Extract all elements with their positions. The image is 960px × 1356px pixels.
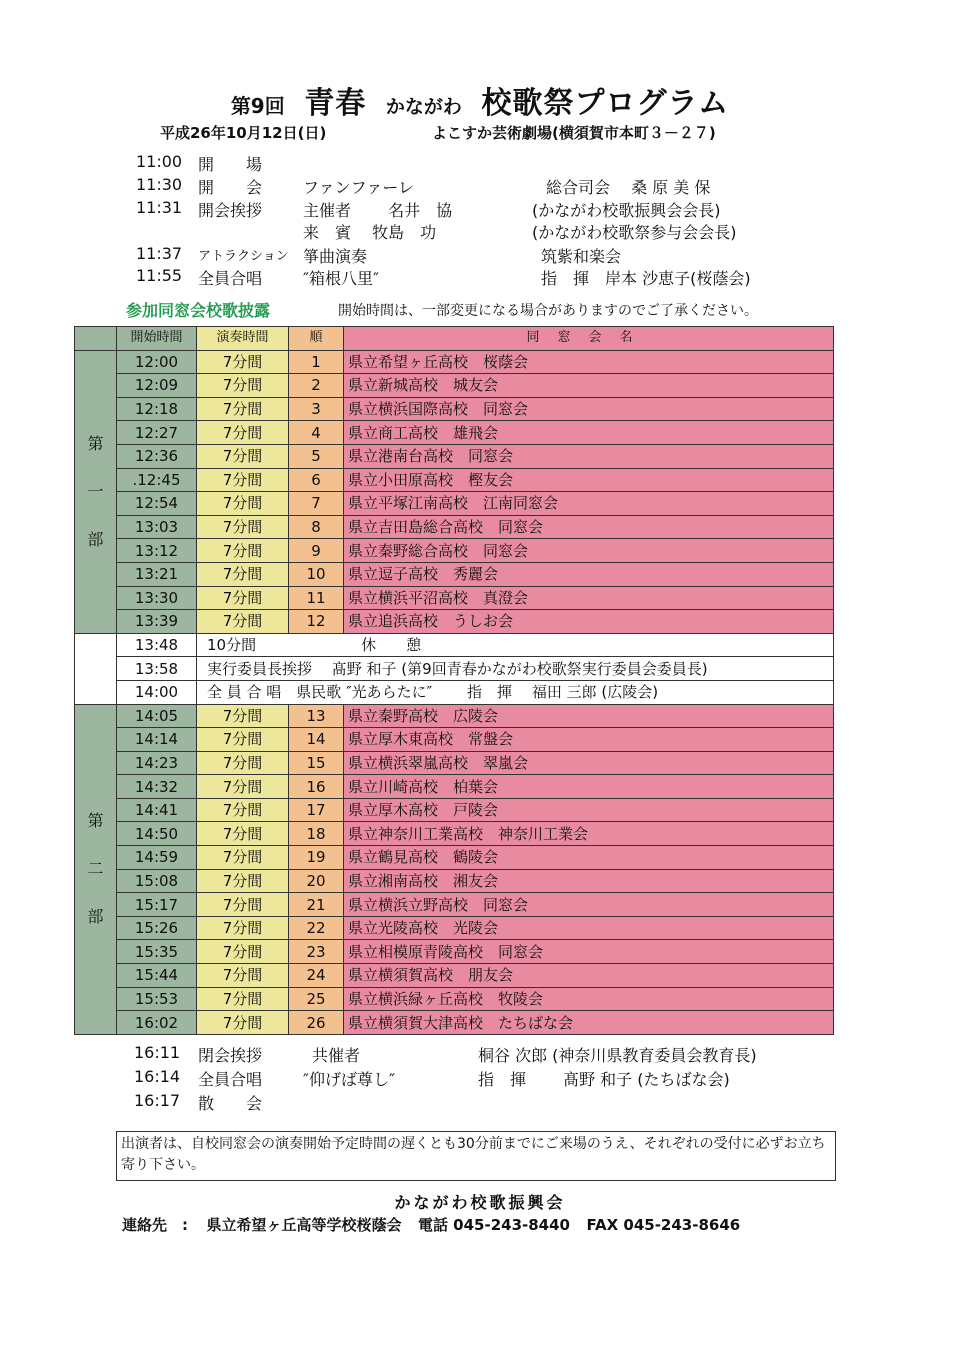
alumni-name: 県立川崎高校 柏葉会 [344, 775, 834, 799]
alumni-name: 県立横浜緑ヶ丘高校 牧陵会 [344, 987, 834, 1011]
order-number: 5 [289, 444, 344, 468]
order-number: 6 [289, 468, 344, 492]
alumni-name: 県立平塚江南高校 江南同窓会 [344, 492, 834, 516]
opening-time: 11:00 [136, 152, 183, 171]
table-row [75, 940, 834, 964]
alumni-name: 県立秦野総合高校 同窓会 [344, 539, 834, 563]
start-time: 12:09 [117, 374, 197, 398]
intermission-text: 実行委員長挨拶 髙野 和子 (第9回青春かながわ校歌祭実行委員会委員長) [197, 657, 834, 681]
start-time: 14:50 [117, 822, 197, 846]
duration: 7分間 [197, 539, 289, 563]
start-time: 14:00 [117, 680, 197, 704]
organizer: かながわ校歌振興会 [394, 1193, 566, 1212]
order-number: 26 [289, 1011, 344, 1035]
duration: 7分間 [197, 964, 289, 988]
table-row [75, 987, 834, 1011]
duration: 7分間 [197, 987, 289, 1011]
table-row [75, 421, 834, 445]
duration: 7分間 [197, 397, 289, 421]
contact-line [122, 1214, 740, 1235]
table-row [75, 822, 834, 846]
duration: 7分間 [197, 610, 289, 634]
closing-detail: 共催者 [312, 1046, 361, 1065]
header-duration: 演奏時間 [197, 327, 289, 351]
order-number: 12 [289, 610, 344, 634]
table-row [75, 397, 834, 421]
table-row [75, 916, 834, 940]
duration: 7分間 [197, 444, 289, 468]
start-time: 15:26 [117, 916, 197, 940]
start-time: 15:17 [117, 893, 197, 917]
table-row [75, 539, 834, 563]
start-time: .12:45 [117, 468, 197, 492]
order-number: 16 [289, 775, 344, 799]
duration: 7分間 [197, 869, 289, 893]
order-number: 10 [289, 562, 344, 586]
alumni-name: 県立小田原高校 樫友会 [344, 468, 834, 492]
order-number: 23 [289, 940, 344, 964]
start-time: 13:12 [117, 539, 197, 563]
start-time: 15:35 [117, 940, 197, 964]
duration: 7分間 [197, 775, 289, 799]
start-time: 14:14 [117, 728, 197, 752]
table-row [75, 350, 834, 374]
event-venue: よこすか芸術劇場(横須賀市本町３－２７) [432, 124, 716, 142]
duration: 7分間 [197, 728, 289, 752]
opening-time: 11:30 [136, 175, 183, 194]
alumni-name: 県立横浜平沼高校 真澄会 [344, 586, 834, 610]
opening-person: 指 揮 岸本 沙恵子(桜蔭会) [541, 269, 751, 288]
alumni-name: 県立相模原青陵高校 同窓会 [344, 940, 834, 964]
contact-phone: 電話 045-243-8440 [417, 1216, 570, 1234]
duration: 7分間 [197, 350, 289, 374]
opening-time: 11:31 [136, 198, 183, 217]
intermission-text: 全 員 合 唱 県民歌 ″光あらたに″ 指 揮 福田 三郎 (広陵会) [197, 680, 834, 704]
part-label: 第 二 部 [75, 704, 117, 1034]
alumni-name: 県立希望ヶ丘高校 桜蔭会 [344, 350, 834, 374]
duration: 7分間 [197, 421, 289, 445]
event-date: 平成26年10月12日(日) [160, 124, 327, 142]
opening-time: 11:37 [136, 244, 183, 263]
start-time: 14:59 [117, 846, 197, 870]
opening-event: 全員合唱 [198, 269, 263, 288]
alumni-name: 県立鶴見高校 鶴陵会 [344, 846, 834, 870]
closing-person: 指 揮 髙野 和子 (たちばな会) [478, 1070, 730, 1089]
start-time: 14:05 [117, 704, 197, 728]
duration: 7分間 [197, 822, 289, 846]
order-number: 18 [289, 822, 344, 846]
title-edition: 第9回 [230, 94, 285, 118]
alumni-name: 県立横浜翠嵐高校 翠嵐会 [344, 751, 834, 775]
closing-person: 桐谷 次郎 (神奈川県教育委員会教育長) [478, 1046, 757, 1065]
opening-detail: ファンファーレ [303, 178, 415, 197]
section-title: 参加同窓会校歌披露 [126, 301, 271, 320]
table-row [75, 751, 834, 775]
table-row [75, 798, 834, 822]
contact-label: 連絡先 : [122, 1216, 188, 1234]
table-row [75, 515, 834, 539]
intermission-text: 10分間 休 憩 [197, 633, 834, 657]
intermission-spacer [75, 633, 117, 704]
alumni-name: 県立光陵高校 光陵会 [344, 916, 834, 940]
table-row [75, 775, 834, 799]
start-time: 12:27 [117, 421, 197, 445]
order-number: 21 [289, 893, 344, 917]
start-time: 12:00 [117, 350, 197, 374]
table-row [75, 468, 834, 492]
opening-person: 総合司会 桑 原 美 保 [546, 178, 711, 197]
table-row [75, 492, 834, 516]
start-time: 13:48 [117, 633, 197, 657]
duration: 7分間 [197, 751, 289, 775]
start-time: 12:36 [117, 444, 197, 468]
start-time: 13:03 [117, 515, 197, 539]
table-row [75, 444, 834, 468]
start-time: 14:23 [117, 751, 197, 775]
duration: 7分間 [197, 562, 289, 586]
title-main: 青春 [304, 86, 367, 121]
opening-detail: 箏曲演奏 [303, 247, 368, 266]
alumni-name: 県立横須賀大津高校 たちばな会 [344, 1011, 834, 1035]
intermission-row [75, 633, 834, 657]
order-number: 8 [289, 515, 344, 539]
alumni-name: 県立横浜立野高校 同窓会 [344, 893, 834, 917]
opening-person: (かながわ校歌振興会会長) [532, 201, 721, 220]
order-number: 22 [289, 916, 344, 940]
opening-person: (かながわ校歌祭参与会会長) [532, 223, 737, 242]
closing-detail: ″仰げば尊し″ [303, 1070, 395, 1089]
table-header-row [75, 327, 834, 351]
order-number: 4 [289, 421, 344, 445]
start-time: 15:44 [117, 964, 197, 988]
order-number: 19 [289, 846, 344, 870]
section-note: 開始時間は、一部変更になる場合がありますのでご了承ください。 [338, 303, 758, 319]
order-number: 17 [289, 798, 344, 822]
contact-fax: FAX 045-243-8646 [586, 1216, 741, 1234]
start-time: 16:02 [117, 1011, 197, 1035]
intermission-row [75, 657, 834, 681]
table-row [75, 728, 834, 752]
alumni-name: 県立逗子高校 秀麗会 [344, 562, 834, 586]
opening-event: 開 場 [198, 155, 263, 174]
start-time: 12:54 [117, 492, 197, 516]
alumni-name: 県立湘南高校 湘友会 [344, 869, 834, 893]
alumni-name: 県立神奈川工業高校 神奈川工業会 [344, 822, 834, 846]
order-number: 3 [289, 397, 344, 421]
order-number: 2 [289, 374, 344, 398]
order-number: 14 [289, 728, 344, 752]
intermission-row [75, 680, 834, 704]
contact-school: 県立希望ヶ丘高等学校桜蔭会 [206, 1216, 402, 1234]
header-start: 開始時間 [117, 327, 197, 351]
duration: 7分間 [197, 940, 289, 964]
closing-event: 散 会 [198, 1094, 263, 1113]
closing-time: 16:17 [134, 1091, 181, 1110]
duration: 7分間 [197, 586, 289, 610]
closing-event: 閉会挨拶 [198, 1046, 263, 1065]
opening-event: 開 会 [198, 178, 263, 197]
alumni-name: 県立商工高校 雄飛会 [344, 421, 834, 445]
start-time: 14:41 [117, 798, 197, 822]
duration: 7分間 [197, 893, 289, 917]
performer-notice: 出演者は、自校同窓会の演奏開始予定時間の遅くとも30分前までにご来場のうえ、それぞれの受付に必ずお立ち寄り下さい。 [116, 1131, 836, 1181]
order-number: 1 [289, 350, 344, 374]
alumni-name: 県立厚木東高校 常盤会 [344, 728, 834, 752]
header-name: 同窓会名 [344, 327, 834, 351]
table-row [75, 704, 834, 728]
start-time: 14:32 [117, 775, 197, 799]
order-number: 9 [289, 539, 344, 563]
table-row [75, 562, 834, 586]
duration: 7分間 [197, 515, 289, 539]
table-row [75, 374, 834, 398]
performance-table [74, 326, 834, 1035]
start-time: 13:30 [117, 586, 197, 610]
start-time: 13:58 [117, 657, 197, 681]
alumni-name: 県立新城高校 城友会 [344, 374, 834, 398]
closing-time: 16:11 [134, 1043, 181, 1062]
header-corner [75, 327, 117, 351]
order-number: 20 [289, 869, 344, 893]
order-number: 11 [289, 586, 344, 610]
part-label: 第 一 部 [75, 350, 117, 633]
duration: 7分間 [197, 492, 289, 516]
alumni-name: 県立厚木高校 戸陵会 [344, 798, 834, 822]
start-time: 15:53 [117, 987, 197, 1011]
closing-event: 全員合唱 [198, 1070, 263, 1089]
duration: 7分間 [197, 916, 289, 940]
table-row [75, 893, 834, 917]
alumni-name: 県立横須賀高校 朋友会 [344, 964, 834, 988]
order-number: 24 [289, 964, 344, 988]
table-row [75, 586, 834, 610]
start-time: 15:08 [117, 869, 197, 893]
duration: 7分間 [197, 846, 289, 870]
program-title [0, 78, 960, 122]
opening-event: 開会挨拶 [198, 201, 263, 220]
start-time: 13:39 [117, 610, 197, 634]
opening-detail: ″箱根八里″ [303, 269, 379, 288]
table-row [75, 869, 834, 893]
duration: 7分間 [197, 1011, 289, 1035]
opening-event: アトラクション [198, 249, 289, 264]
alumni-name: 県立吉田島総合高校 同窓会 [344, 515, 834, 539]
start-time: 13:21 [117, 562, 197, 586]
opening-time: 11:55 [136, 266, 183, 285]
alumni-name: 県立秦野高校 広陵会 [344, 704, 834, 728]
table-row [75, 1011, 834, 1035]
table-row [75, 964, 834, 988]
opening-detail: 主催者 名井 協 [303, 201, 453, 220]
order-number: 25 [289, 987, 344, 1011]
alumni-name: 県立港南台高校 同窓会 [344, 444, 834, 468]
opening-person: 筑紫和楽会 [541, 247, 622, 266]
title-tail: 校歌祭プログラム [481, 86, 730, 121]
order-number: 7 [289, 492, 344, 516]
order-number: 15 [289, 751, 344, 775]
opening-detail: 来 賓 牧島 功 [303, 223, 437, 242]
header-order: 順 [289, 327, 344, 351]
start-time: 12:18 [117, 397, 197, 421]
duration: 7分間 [197, 704, 289, 728]
title-kana: かながわ [385, 96, 462, 118]
table-row [75, 610, 834, 634]
duration: 7分間 [197, 468, 289, 492]
duration: 7分間 [197, 374, 289, 398]
order-number: 13 [289, 704, 344, 728]
closing-time: 16:14 [134, 1067, 181, 1086]
table-row [75, 846, 834, 870]
alumni-name: 県立追浜高校 うしお会 [344, 610, 834, 634]
alumni-name: 県立横浜国際高校 同窓会 [344, 397, 834, 421]
duration: 7分間 [197, 798, 289, 822]
